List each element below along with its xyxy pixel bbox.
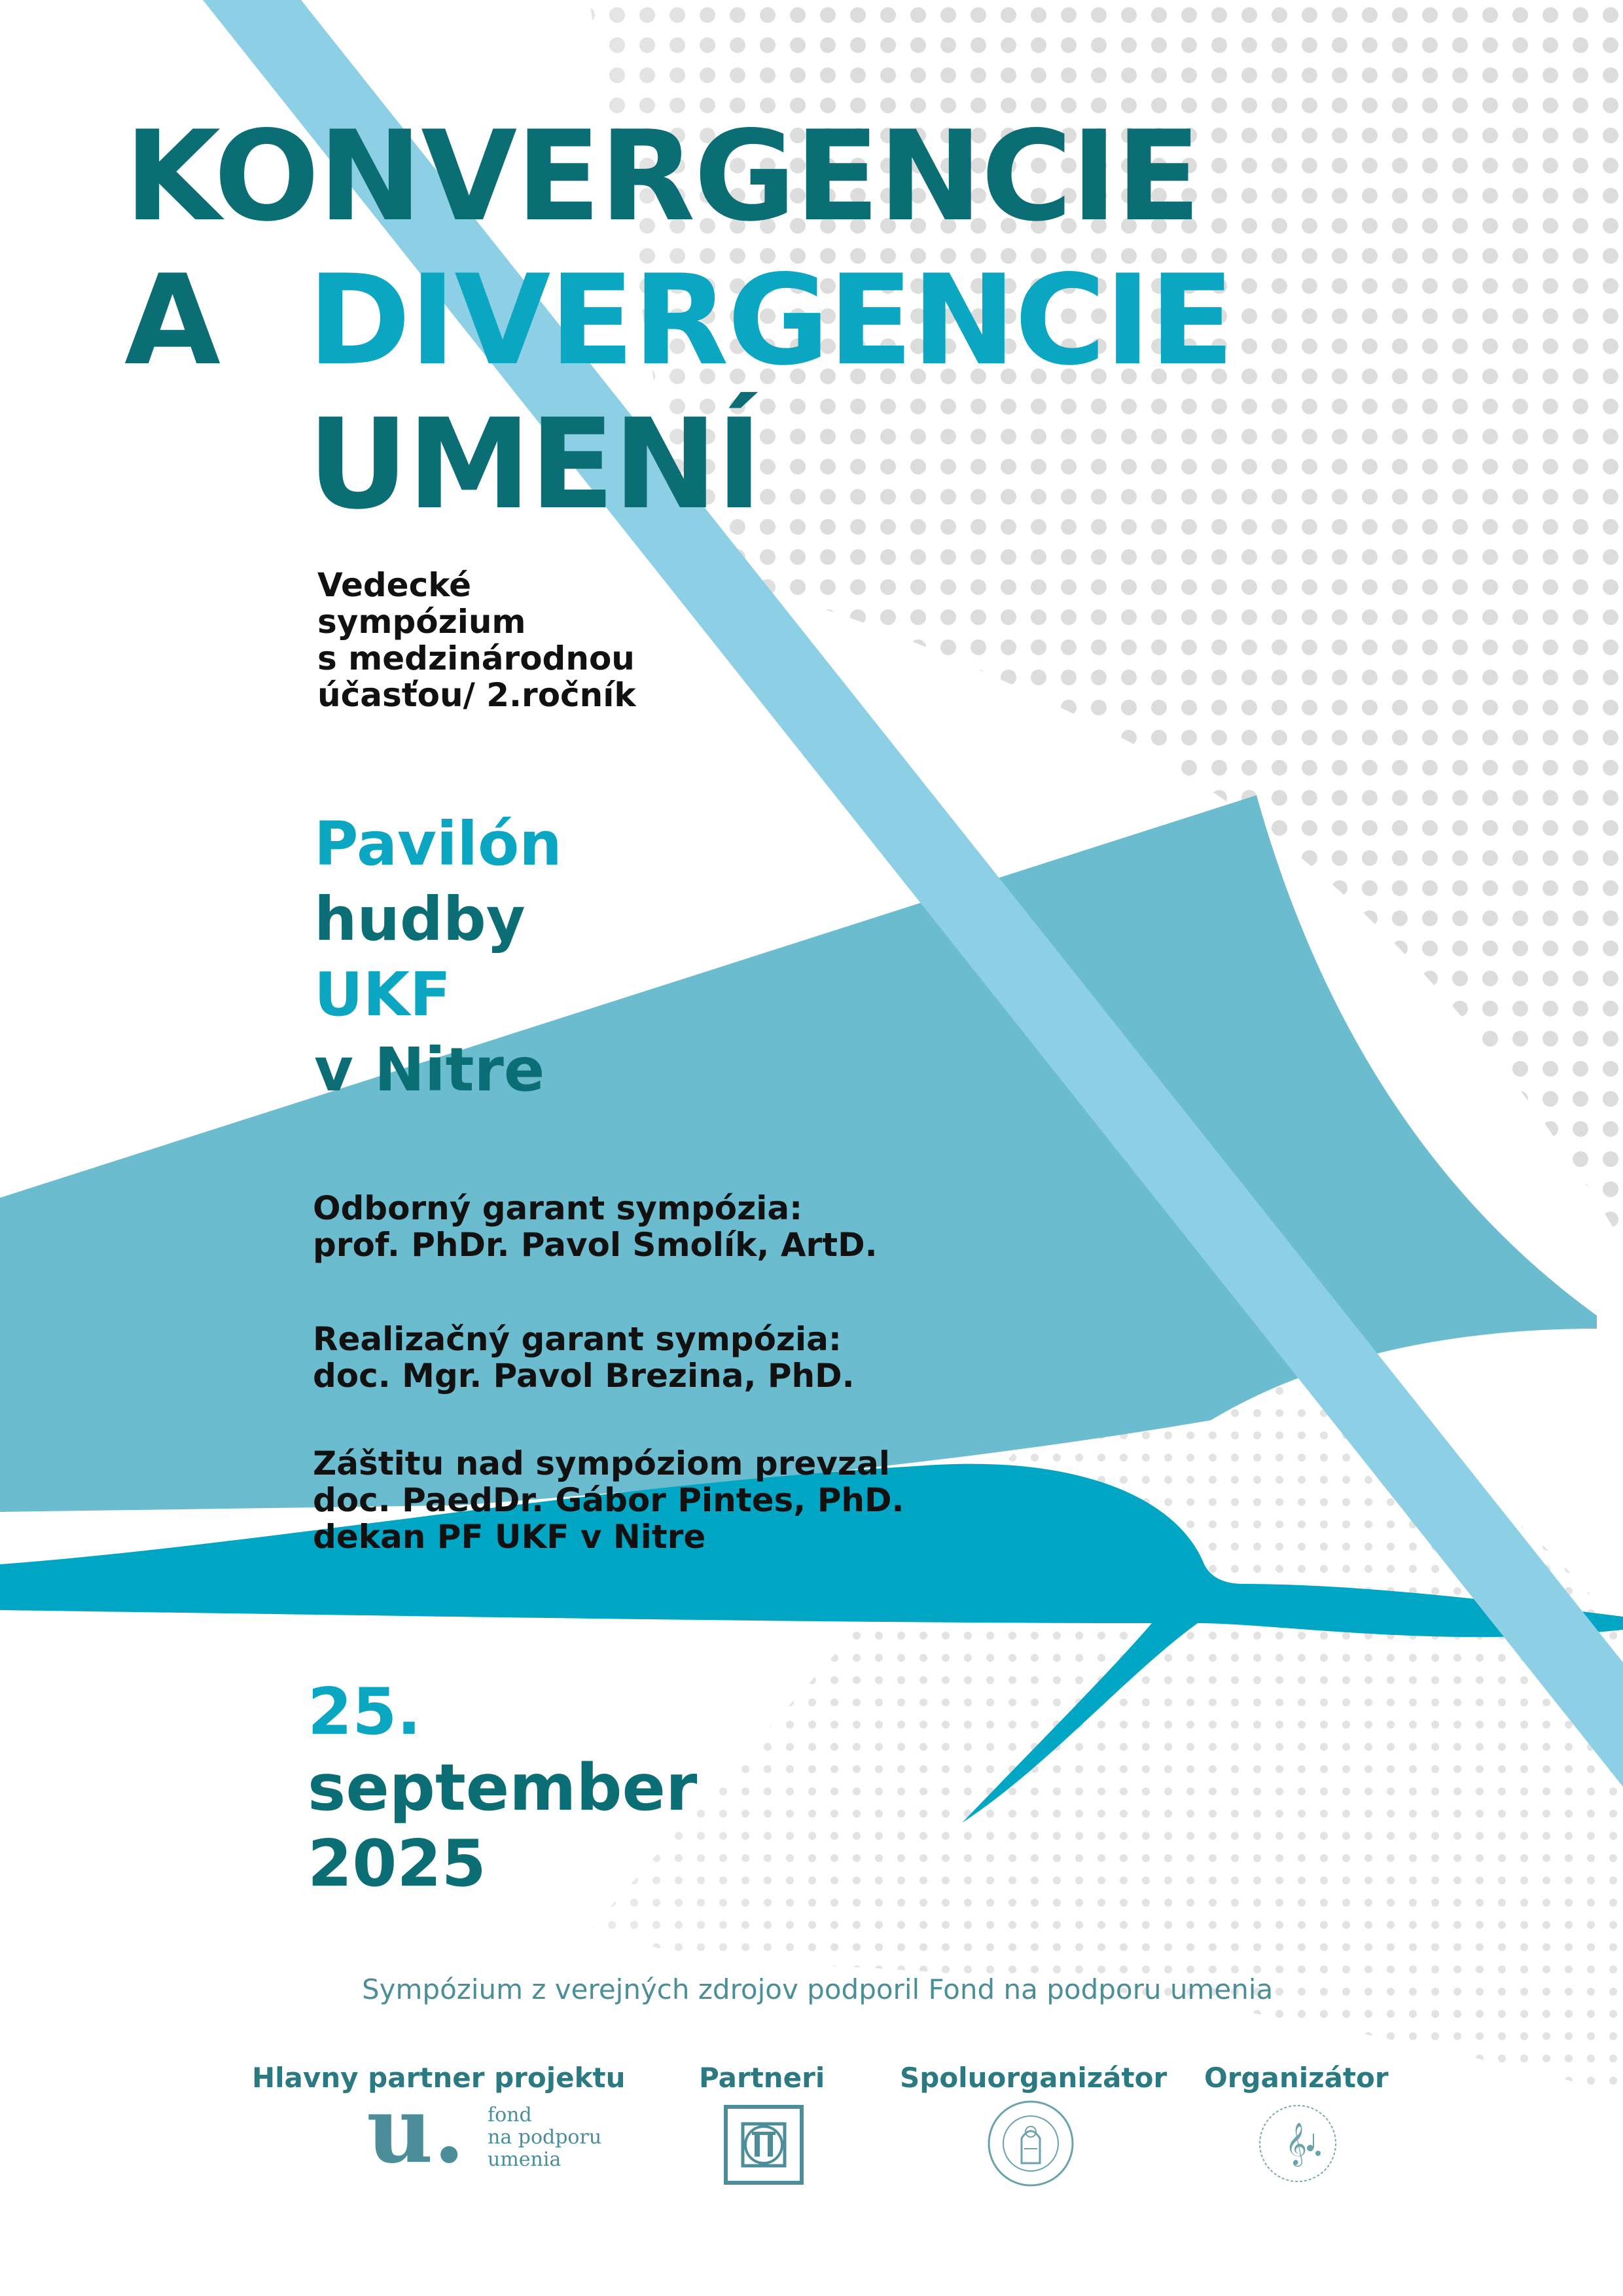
main-partner-label: Hlavny partner projektu: [252, 2062, 626, 2094]
title-line-1: KONVERGENCIE: [124, 104, 1200, 249]
subtitle-line: účasťou/ 2.ročník: [317, 676, 636, 714]
venue-line: hudby: [314, 884, 526, 954]
coorganizer-label: Spoluorganizátor: [900, 2062, 1168, 2094]
fpu-logo-letter: u.: [366, 2077, 465, 2184]
guarantee-block-2: [313, 1321, 855, 1394]
subtitle: [317, 567, 636, 713]
funding-note: Sympózium z verejných zdrojov podporil Fond na podporu umenia: [362, 1973, 1274, 2005]
date-year: 2025: [308, 1827, 486, 1901]
subtitle-line: s medzinárodnou: [317, 639, 635, 677]
date-month: september: [308, 1751, 698, 1825]
patronage-person: doc. PaedDr. Gábor Pintes, PhD.: [313, 1481, 904, 1519]
title-line-2-b: DIVERGENCIE: [308, 248, 1234, 393]
guarantee-title: Realizačný garant sympózia:: [313, 1320, 842, 1358]
subtitle-line: Vedecké: [317, 566, 472, 604]
guarantee-title: Odborný garant sympózia:: [313, 1189, 803, 1227]
organizer-label: Organizátor: [1204, 2062, 1389, 2094]
fpu-logo: [366, 2077, 628, 2189]
svg-text:𝄞: 𝄞: [1285, 2123, 1308, 2165]
patronage-title: Záštitu nad sympóziom prevzal: [313, 1444, 890, 1482]
subtitle-line: sympózium: [317, 603, 526, 641]
date-day: 25.: [308, 1675, 421, 1749]
patronage-block: [313, 1445, 904, 1555]
patronage-role: dekan PF UKF v Nitre: [313, 1518, 706, 1556]
venue-line: Pavilón: [314, 809, 562, 879]
venue: [314, 806, 562, 1107]
department-seal: [1255, 2101, 1340, 2186]
fpu-logo-text-line: na podporu: [488, 2126, 602, 2149]
title-line-2-a: A: [124, 248, 220, 393]
guarantee-person: prof. PhDr. Pavol Smolík, ArtD.: [313, 1226, 878, 1264]
fpu-logo-text: [488, 2104, 601, 2171]
fpu-logo-text-line: fond: [488, 2104, 532, 2126]
venue-line: UKF: [314, 960, 451, 1030]
partners-label: Partneri: [699, 2062, 825, 2094]
title-line-3: UMENÍ: [308, 392, 761, 537]
university-seal: [985, 2098, 1077, 2189]
partner-logo: [723, 2104, 804, 2185]
guarantee-person: doc. Mgr. Pavol Brezina, PhD.: [313, 1357, 855, 1395]
fpu-logo-text-line: umenia: [488, 2148, 562, 2171]
venue-line: v Nitre: [314, 1035, 545, 1105]
event-date: [308, 1674, 697, 1902]
guarantee-block-1: [313, 1190, 878, 1263]
